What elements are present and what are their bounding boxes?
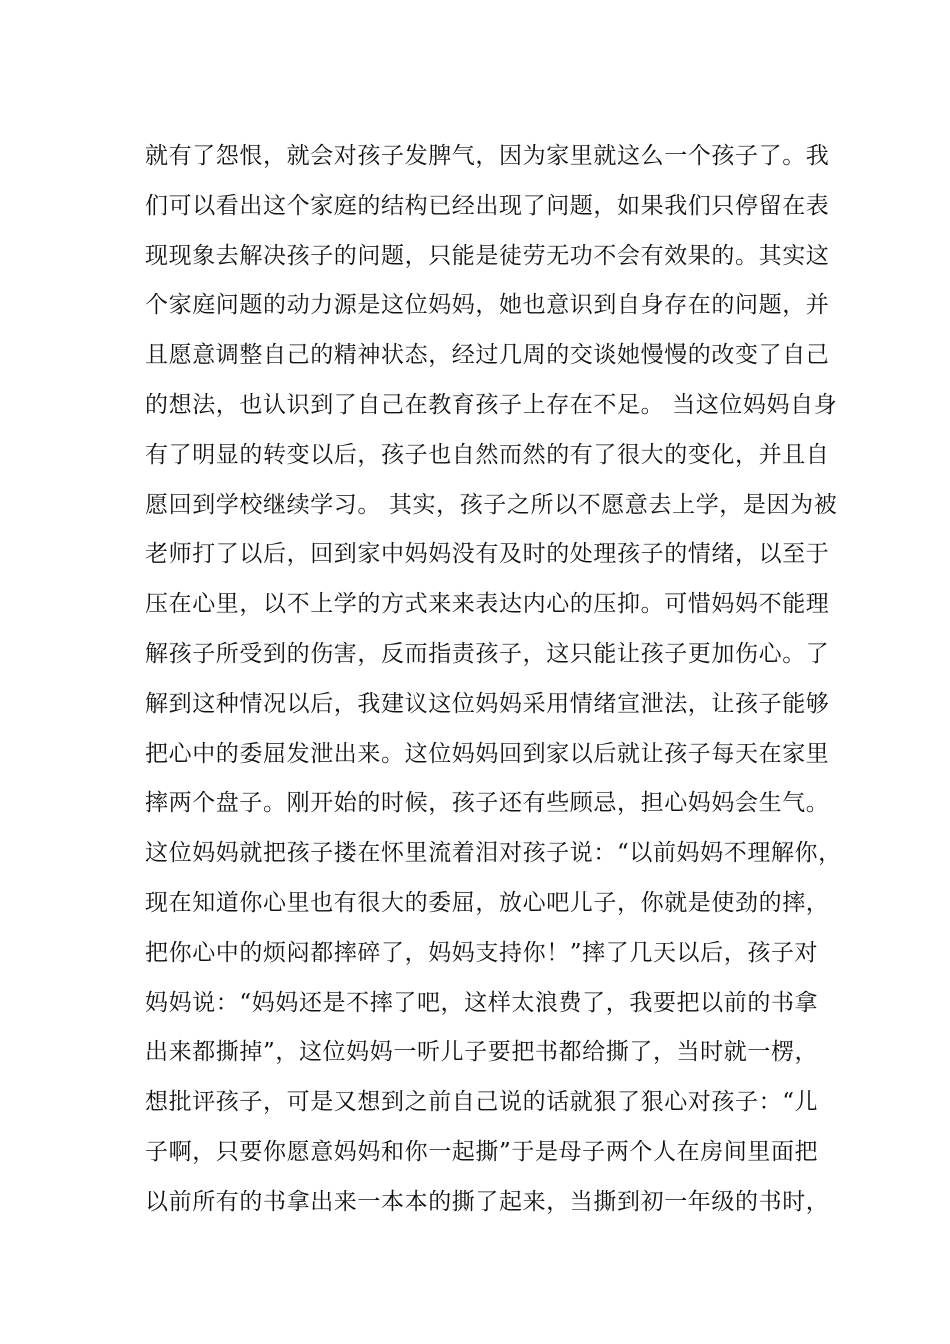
text-line: 的想法，也认识到了自己在教育孩子上存在不足。 当这位妈妈自身 — [145, 391, 838, 418]
text-line: 愿回到学校继续学习。 其实，孩子之所以不愿意去上学，是因为被 — [145, 491, 838, 518]
text-line: 且愿意调整自己的精神状态，经过几周的交谈她慢慢的改变了自己 — [145, 342, 830, 369]
text-line: 压在心里，以不上学的方式来来表达内心的压抑。可惜妈妈不能理 — [145, 591, 830, 618]
text-line: 老师打了以后，回到家中妈妈没有及时的处理孩子的情绪，以至于 — [145, 541, 830, 568]
text-line: 个家庭问题的动力源是这位妈妈，她也意识到自身存在的问题，并 — [145, 292, 830, 319]
text-line: 子啊，只要你愿意妈妈和你一起撕”于是母子两个人在房间里面把 — [145, 1138, 819, 1165]
text-line: 就有了怨恨，就会对孩子发脾气，因为家里就这么一个孩子了。我 — [145, 143, 830, 169]
document-body-text — [145, 132, 842, 1228]
text-line: 摔两个盘子。刚开始的时候，孩子还有些顾忌，担心妈妈会生气。 — [145, 790, 830, 817]
text-line: 们可以看出这个家庭的结构已经出现了问题，如果我们只停留在表 — [145, 192, 830, 219]
text-line: 这位妈妈就把孩子搂在怀里流着泪对孩子说：“以前妈妈不理解你， — [145, 840, 842, 867]
text-line: 想批评孩子，可是又想到之前自己说的话就狠了狠心对孩子：“儿 — [145, 1089, 819, 1116]
text-line: 以前所有的书拿出来一本本的撕了起来，当撕到初一年级的书时， — [145, 1188, 830, 1215]
text-line: 妈妈说：“妈妈还是不摔了吧，这样太浪费了，我要把以前的书拿 — [145, 989, 819, 1016]
text-line: 有了明显的转变以后，孩子也自然而然的有了很大的变化，并且自 — [145, 441, 830, 468]
text-line: 解孩子所受到的伤害，反而指责孩子，这只能让孩子更加伤心。了 — [145, 640, 830, 667]
text-line: 出来都撕掉”，这位妈妈一听儿子要把书都给撕了，当时就一楞， — [145, 1039, 819, 1066]
text-line: 现在知道你心里也有很大的委屈，放心吧儿子，你就是使劲的摔， — [145, 889, 830, 916]
text-line: 把心中的委屈发泄出来。这位妈妈回到家以后就让孩子每天在家里 — [145, 740, 830, 767]
text-line: 解到这种情况以后，我建议这位妈妈采用情绪宣泄法，让孩子能够 — [145, 690, 830, 717]
text-line: 把你心中的烦闷都摔碎了，妈妈支持你！”摔了几天以后，孩子对 — [145, 939, 819, 966]
text-line: 现现象去解决孩子的问题，只能是徒劳无功不会有效果的。其实这 — [145, 242, 830, 269]
